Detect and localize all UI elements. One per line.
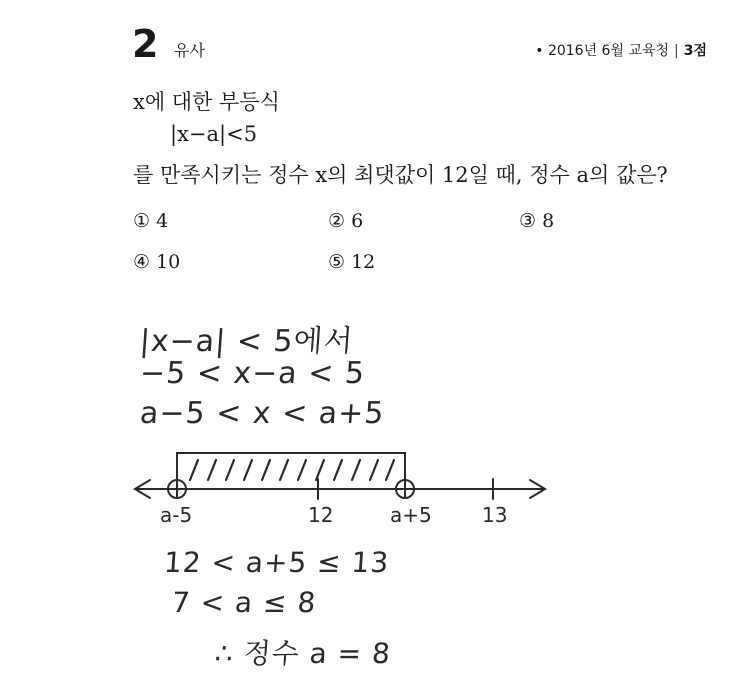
choice-4[interactable]: ④ 10 (133, 251, 181, 273)
source-text: • 2016년 6월 교육청 (535, 43, 670, 59)
interval-hatching (190, 460, 394, 480)
solution-step-5: 7 < a ≤ 8 (170, 586, 318, 619)
choice-5[interactable]: ⑤ 12 (328, 251, 376, 273)
choice-3[interactable]: ③ 8 (519, 210, 555, 232)
points-label: 3점 (683, 43, 707, 59)
question-line-1: x에 대한 부등식 (133, 90, 280, 114)
problem-number: 2 (132, 22, 159, 66)
tick-label-a-plus-5: a+5 (390, 503, 432, 527)
solution-step-2: −5 < x−a < 5 (138, 356, 367, 391)
tick-label-13: 13 (482, 503, 508, 527)
solution-answer: ∴ 정수 a = 8 (213, 637, 393, 670)
tick-label-a-minus-5: a-5 (160, 503, 193, 527)
source-divider: | (674, 43, 679, 59)
problem-tag: 유사 (174, 41, 205, 60)
question-inequality: |x−a|<5 (170, 122, 258, 146)
solution-step-4: 12 < a+5 ≤ 13 (162, 546, 391, 579)
choice-1[interactable]: ① 4 (133, 210, 169, 232)
solution-step-1: |x−a| < 5에서 (138, 324, 355, 359)
solution-step-3: a−5 < x < a+5 (138, 396, 386, 431)
choice-2[interactable]: ② 6 (328, 210, 364, 232)
tick-label-12: 12 (308, 503, 334, 527)
question-line-3: 를 만족시키는 정수 x의 최댓값이 12일 때, 정수 a의 값은? (133, 163, 668, 187)
